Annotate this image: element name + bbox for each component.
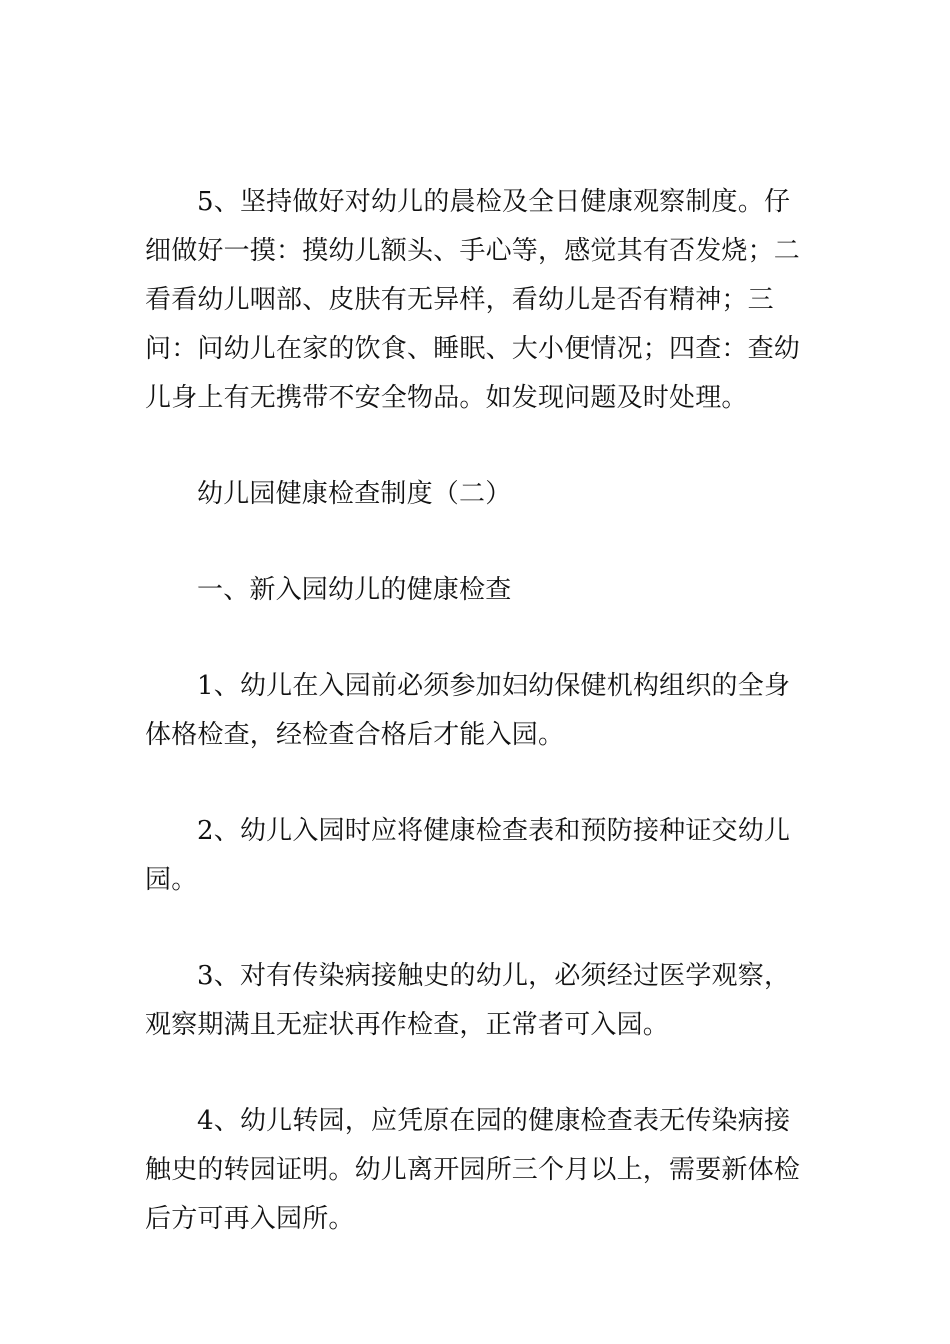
- document-body: [145, 178, 811, 1244]
- paragraph-item-2: 2、幼儿入园时应将健康检查表和预防接种证交幼儿园。: [145, 816, 791, 895]
- section-title: 幼儿园健康检查制度（二）: [197, 479, 512, 509]
- paragraph-item-1: 1、幼儿在入园前必须参加妇幼保健机构组织的全身体格检查，经检查合格后才能入园。: [145, 671, 791, 750]
- paragraph-item-4: 4、幼儿转园，应凭原在园的健康检查表无传染病接触史的转园证明。幼儿离开园所三个月以上，需要新体检后方可再入园所。: [145, 1106, 801, 1234]
- paragraph-item-3: 3、对有传染病接触史的幼儿，必须经过医学观察，观察期满且无症状再作检查，正常者可入园。: [145, 961, 791, 1040]
- paragraph-morning-check: 5、坚持做好对幼儿的晨检及全日健康观察制度。仔细做好一摸：摸幼儿额头、手心等，感觉其有否发烧；二看看幼儿咽部、皮肤有无异样，看幼儿是否有精神；三问：问幼儿在家的饮食、睡眠、大小便情况；四查：查幼儿身上有无携带不安全物品。如发现问题及时处理。: [145, 187, 801, 413]
- section-heading: 一、新入园幼儿的健康检查: [197, 575, 512, 605]
